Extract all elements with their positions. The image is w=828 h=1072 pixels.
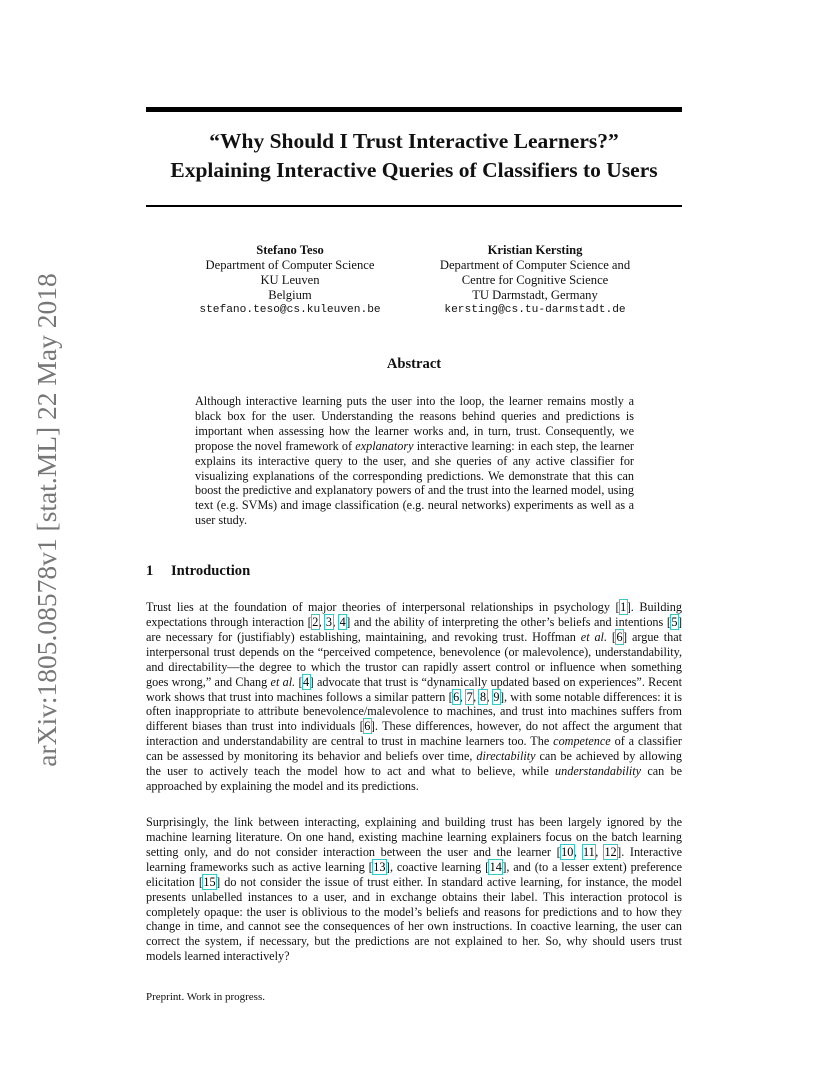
citation-link[interactable]: 4 xyxy=(339,614,346,629)
author-email: stefano.teso@cs.kuleuven.be xyxy=(199,304,381,316)
citation-link[interactable]: 2 xyxy=(312,614,319,629)
citation-link[interactable]: 13 xyxy=(373,859,386,874)
footnote: Preprint. Work in progress. xyxy=(146,991,265,1003)
citation-link[interactable]: 8 xyxy=(479,689,487,704)
title-bottom-rule xyxy=(146,205,682,207)
section-heading xyxy=(146,563,250,580)
title-line-1: “Why Should I Trust Interactive Learners?” xyxy=(209,129,619,153)
author-name: Stefano Teso xyxy=(256,243,324,257)
title-top-rule xyxy=(146,107,682,112)
citation-link[interactable]: 6 xyxy=(364,719,371,734)
author-affiliation-line: KU Leuven xyxy=(260,273,320,287)
citation-link[interactable]: 9 xyxy=(493,689,500,704)
citation-link[interactable]: 6 xyxy=(616,629,623,644)
paper-title xyxy=(146,127,682,185)
citation-link[interactable]: 1 xyxy=(620,600,627,614)
citation-link[interactable]: 11 xyxy=(583,844,595,859)
intro-paragraph-2: Surprisingly, the link between interacting, explaining and building trust has been largely ignored by the machine learning literature. On one hand, existing machine learning explainers focus on the batch learning setting only, and do not consider interaction between the user and the learner [10, 11, 12]. Interactive learning frameworks such as active learning [13], coactive learning [14], and (to a lesser extent) preference elicitation [15] do not consider the issue of trust either. In standard active learning, for instance, the model presents unlabelled instances to a user, and in exchange obtains their label. This interaction protocol is completely opaque: the user is oblivious to the model’s beliefs and reasons for predictions and to how they change in time, and cannot see the consequences of her own instructions. In coactive learning, the user can correct the system, if necessary, but the predictions are not explained to her. So, why should users trust models learned interactively? xyxy=(146,815,682,964)
citation-link[interactable]: 14 xyxy=(489,859,502,874)
section-number: 1 xyxy=(146,563,154,579)
author-affiliation-line: Centre for Cognitive Science xyxy=(461,273,609,287)
author-affiliation-line: Belgium xyxy=(268,288,312,302)
author-affiliation-line: Department of Computer Science xyxy=(205,258,375,272)
citation-link[interactable]: 12 xyxy=(604,844,617,859)
citation-link[interactable]: 6 xyxy=(453,689,460,704)
abstract-emphasis: explanatory xyxy=(355,438,414,453)
abstract-span: Although interactive learning puts the user into the loop, the learner remains mostly a black box for the user. Understanding the reasons behind queries and predictions is important when assessing how the learner works and, in turn, trust. Consequently, we propose the novel framework of xyxy=(195,394,634,453)
section-title: Introduction xyxy=(171,563,251,579)
title-line-2: Explaining Interactive Queries of Classifiers to Users xyxy=(170,158,658,182)
abstract-text xyxy=(195,394,634,528)
intro-paragraph-1: Trust lies at the foundation of major theories of interpersonal relationships in psychology [1]. Building expectations through interaction [2, 3, 4] and the ability of interpreting the other’s beliefs and intentions [5] are necessary for (justifiably) establishing, maintaining, and revoking trust. Hoffman et al. [6] argue that interpersonal trust depends on the “perceived competence, benevolence (or malevolence), understandability, and directability—the degree to which the trustor can rapidly assert control or influence when something goes wrong,” and Chang et al. [4] advocate that trust is “dynamically updated based on experiences”. Recent work shows that trust into machines follows a similar pattern [6, 7, 8, 9], with some notable differences: it is often inappropriate to attribute benevolence/malevolence to machines, and trust into machines suffers from different biases than trust into individuals [6]. These differences, however, do not affect the argument that interaction and understandability are central to trust in machine learners too. The competence of a classifier can be assessed by monitoring its behavior and beliefs over time, directability can be achieved by allowing the user to actively teach the model how to act and what to believe, while understandability can be approached by explaining the model and its predictions. xyxy=(146,600,683,794)
author-name: Kristian Kersting xyxy=(487,243,583,257)
citation-link[interactable]: 5 xyxy=(671,614,678,629)
abstract-span: interactive learning: in each step, the learner explains its interactive query to the user, and she queries of any active classifier for visualizing explanations of the corresponding predictions. We demonstrate that this can boost the predictive and explanatory powers of and the trust into the learned model, using text (e.g. SVMs) and image classification (e.g. neural networks) experiments as well as a user study. xyxy=(195,438,634,528)
citation-link[interactable]: 10 xyxy=(561,844,574,859)
arxiv-side-label: arXiv:1805.08578v1 [stat.ML] 22 May 2018 xyxy=(31,273,62,767)
author-affiliation-line: TU Darmstadt, Germany xyxy=(472,288,598,302)
author-affiliation-line: Department of Computer Science and xyxy=(439,258,631,272)
citation-link[interactable]: 7 xyxy=(466,689,473,704)
citation-link[interactable]: 4 xyxy=(303,674,310,689)
abstract-heading: Abstract xyxy=(386,356,442,372)
author-block-2 xyxy=(415,243,655,318)
author-email: kersting@cs.tu-darmstadt.de xyxy=(444,304,626,316)
citation-link[interactable]: 3 xyxy=(325,614,333,629)
author-block-1 xyxy=(170,243,410,318)
citation-link[interactable]: 15 xyxy=(203,874,216,889)
